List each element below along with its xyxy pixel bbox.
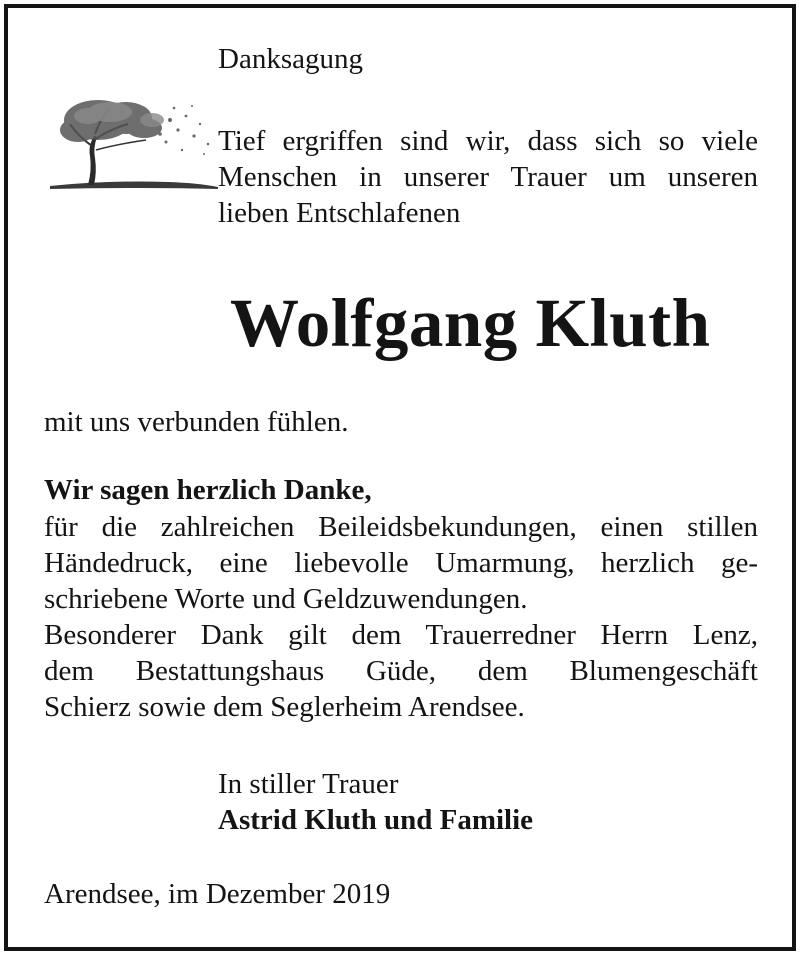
body-line-4: Besonderer Dank gilt dem Trauerredner Herrn Lenz, <box>44 619 758 651</box>
body-line-3: schriebene Worte und Geldzuwendungen. <box>44 583 528 615</box>
intro-line-2: Menschen in unserer Trauer um unseren <box>218 161 758 193</box>
deceased-name: Wolfgang Kluth <box>230 285 711 361</box>
thanks-heading: Wir sagen herzlich Danke, <box>44 474 372 506</box>
body-line-1: für die zahlreichen Beileidsbekundungen, einen stillen <box>44 511 758 543</box>
obituary-notice <box>4 4 796 951</box>
body-line-6: Schierz sowie dem Seglerheim Arendsee. <box>44 691 525 723</box>
signature: Astrid Kluth und Familie <box>218 804 534 836</box>
intro-line-3: lieben Entschlafenen <box>218 197 461 229</box>
wind-blown-tree-icon <box>48 90 220 192</box>
notice-heading: Danksagung <box>218 43 363 75</box>
intro-line-1: Tief ergriffen sind wir, dass sich so viele <box>218 125 758 157</box>
place-date: Arendsee, im Dezember 2019 <box>44 878 391 910</box>
body-line-5: dem Bestattungshaus Güde, dem Blumengeschäft <box>44 655 758 687</box>
intro-continued: mit uns verbunden fühlen. <box>44 406 349 438</box>
body-line-2: Händedruck, eine liebevolle Umarmung, herzlich ge- <box>44 547 758 579</box>
closing-line: In stiller Trauer <box>218 768 399 800</box>
